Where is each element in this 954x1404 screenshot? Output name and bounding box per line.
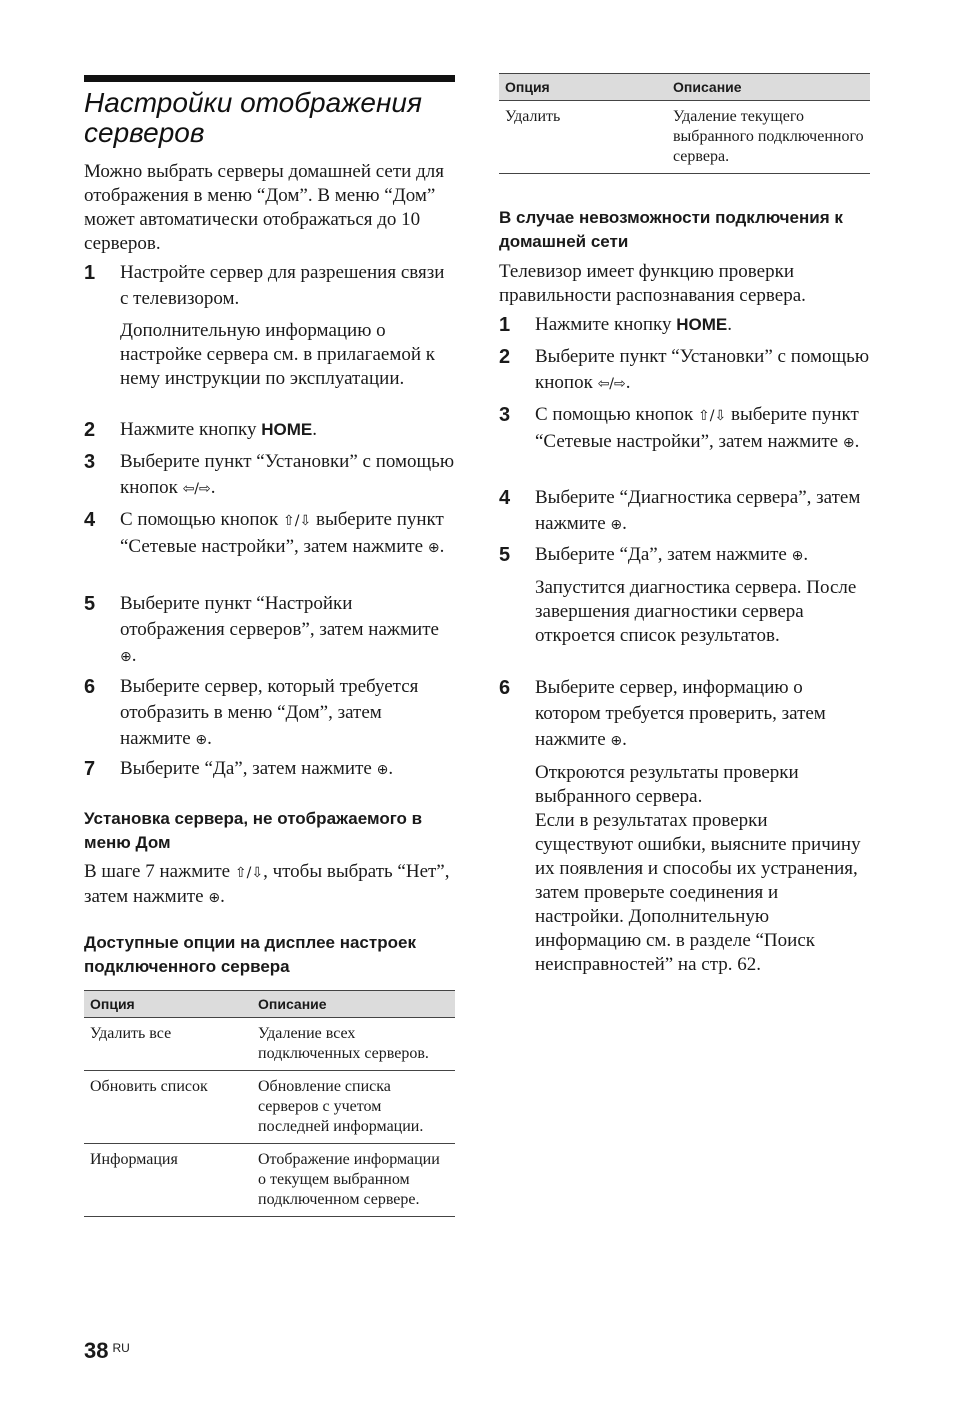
enter-button-icon: ⊕ [842,435,855,451]
table-cell: Удаление текущего выбранного подключенного сервера. [667,101,870,174]
up-down-arrows-icon: ⇧/⇩ [234,865,264,881]
step-number: 1 [499,314,511,336]
table-cell: Отображение информации о текущем выбранном подключенном сервере. [252,1144,455,1217]
step-6 [499,675,870,977]
intro-paragraph: Можно выбрать серверы домашней сети для отображения в меню “Дом”. В меню “Дом” может автоматически отображаться до 10 серверов. [84,161,444,254]
table-row [84,1071,455,1144]
table-row [84,1018,455,1071]
table-cell: Обновление списка серверов с учетом последней информации. [252,1071,455,1144]
subheading-connection-failure: В случае невозможности подключения к домашней сети [499,208,843,251]
step-note: Дополнительную информацию о настройке сервера см. в прилагаемой к нему инструкции по эксплуатации. [120,320,436,389]
column-header: Описание [252,991,455,1018]
diagnostics-intro: Телевизор имеет функцию проверки правильности распознавания сервера. [499,261,806,306]
step-2 [84,417,455,443]
step-number: 4 [84,509,96,531]
step-text: С помощью кнопок ⇧/⇩ выберите пункт “Сетевые настройки”, затем нажмите ⊕. [120,509,445,557]
hidden-server-paragraph: В шаге 7 нажмите ⇧/⇩, чтобы выбрать “Нет”, затем нажмите ⊕. [84,861,450,907]
table-row [84,1144,455,1217]
step-6 [84,674,455,753]
page-number: 38 $^{RU}$ [84,1338,130,1363]
table-cell: Удалить [499,101,667,174]
table-cell: Обновить список [84,1071,252,1144]
step-5 [84,591,455,670]
table-header-row [499,74,870,101]
step-number: 2 [84,419,96,441]
home-key-label: HOME [261,420,313,439]
step-number: 5 [84,593,96,615]
left-right-arrows-icon: ⇦/⇨ [182,481,211,497]
step-1 [499,312,870,338]
title-rule [84,75,455,82]
left-right-arrows-icon: ⇦/⇨ [597,376,626,392]
column-header: Описание [667,74,870,101]
step-5 [499,542,870,648]
step-note: Откроются результаты проверки выбранного сервера. [535,762,799,807]
step-7 [84,756,455,783]
step-text: Выберите пункт “Установки” с помощью кнопок ⇦/⇨. [535,346,870,393]
enter-button-icon: ⊕ [427,540,440,556]
step-4 [84,507,455,561]
enter-button-icon: ⊕ [195,732,208,748]
step-text: Выберите “Да”, затем нажмите ⊕. [120,758,394,779]
step-1 [84,260,455,391]
step-text: Выберите пункт “Настройки отображения серверов”, затем нажмите ⊕. [120,593,439,666]
step-3 [84,449,455,502]
language-code: RU [112,1341,130,1355]
step-number: 2 [499,346,511,368]
step-number: 7 [84,758,96,780]
column-header: Опция [499,74,667,101]
enter-button-icon: ⊕ [610,733,623,749]
table-cell: Удалить все [84,1018,252,1071]
step-number: 3 [84,451,96,473]
enter-button-icon: ⊕ [208,890,221,906]
column-header: Опция [84,991,252,1018]
enter-button-icon: ⊕ [610,517,623,533]
options-table-continued [499,73,870,174]
step-number: 3 [499,404,511,426]
step-text: Выберите пункт “Установки” с помощью кнопок ⇦/⇨. [120,451,455,498]
step-3 [499,402,870,456]
step-text: Настройте сервер для разрешения связи с телевизором. [120,262,445,309]
step-text: Выберите “Да”, затем нажмите ⊕. [535,544,809,565]
step-text: С помощью кнопок ⇧/⇩ выберите пункт “Сетевые настройки”, затем нажмите ⊕. [535,404,860,452]
step-text: Выберите сервер, который требуется отобразить в меню “Дом”, затем нажмите ⊕. [120,676,419,749]
subheading-hidden-server: Установка сервера, не отображаемого в меню Дом [84,809,423,852]
enter-button-icon: ⊕ [120,649,132,665]
table-cell: Удаление всех подключенных серверов. [252,1018,455,1071]
step-number: 5 [499,544,511,566]
table-header-row [84,991,455,1018]
step-text: Выберите сервер, информацию о котором требуется проверить, затем нажмите ⊕. [535,677,826,750]
table-cell: Информация [84,1144,252,1217]
step-text: Нажмите кнопку HOME. [120,419,317,440]
step-text: Нажмите кнопку HOME. [535,314,732,335]
step-4 [499,485,870,538]
step-note: Запустится диагностика сервера. После завершения диагностики сервера откроется список результатов. [535,577,857,646]
up-down-arrows-icon: ⇧/⇩ [283,513,312,529]
page-title: Настройки отображения серверов [84,87,422,148]
subheading-available-options: Доступные опции на дисплее настроек подключенного сервера [84,933,416,976]
step-number: 4 [499,487,511,509]
options-table [84,990,455,1217]
enter-button-icon: ⊕ [376,762,389,778]
step-number: 1 [84,262,96,284]
table-row [499,101,870,174]
step-text: Выберите “Диагностика сервера”, затем нажмите ⊕. [535,487,861,534]
step-number: 6 [84,676,96,698]
enter-button-icon: ⊕ [791,548,804,564]
step-note: Если в результатах проверки существуют ошибки, выясните причину их появления и способы их устранения, затем проверьте соединения и настройки. Дополнительную информацию см. в разделе “Поиск неисправностей” на стр. 62. [535,810,861,975]
step-number: 6 [499,677,511,699]
home-key-label: HOME [676,315,728,334]
up-down-arrows-icon: ⇧/⇩ [698,408,727,424]
step-2 [499,344,870,397]
